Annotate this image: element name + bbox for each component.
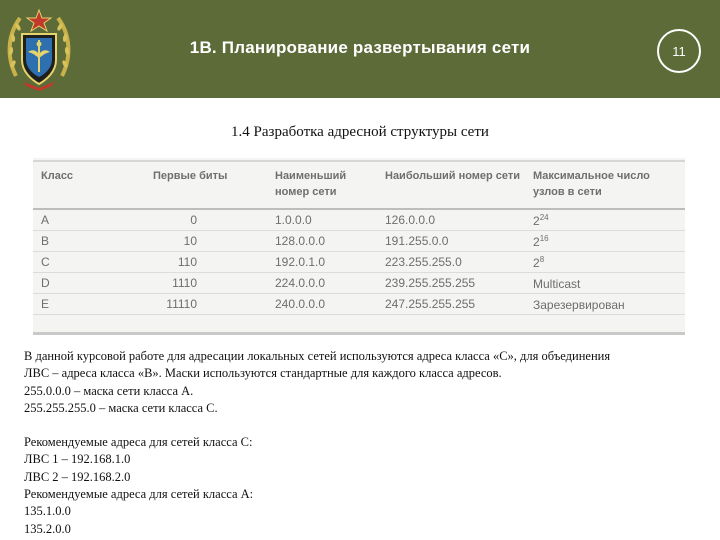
col-header-class: Класс [33, 168, 145, 209]
cell-bits: 10 [145, 231, 267, 252]
cell-hosts: $2^{24}$ [525, 209, 685, 231]
cell-max: 223.255.255.0 [377, 252, 525, 273]
paragraph-line: ЛВС – адреса класса «В». Маски используются стандартные для каждого класса адресов. [24, 366, 502, 381]
paragraph-line: Рекомендуемые адреса для сетей класса А: [24, 487, 254, 502]
paragraph-line: ЛВС 2 – 192.168.2.0 [24, 469, 131, 484]
paragraph-line: В данной курсовой работе для адресации локальных сетей используются адреса класса «С», для объединения [24, 349, 611, 363]
col-header-first-bits: Первые биты [145, 168, 267, 209]
cell-class: A [33, 209, 145, 231]
table-row [33, 273, 685, 294]
paragraph-line: ЛВС 1 – 192.168.1.0 [24, 452, 131, 467]
paragraph-line: 255.255.255.0 – маска сети класса С. [24, 400, 218, 415]
paragraph-gap [24, 417, 704, 434]
cell-class: B [33, 231, 145, 252]
table-row [33, 294, 685, 315]
cell-min: 1.0.0.0 [267, 209, 377, 231]
cell-max: 126.0.0.0 [377, 209, 525, 231]
cell-bits: 11110 [145, 294, 267, 315]
cell-max: 247.255.255.255 [377, 294, 525, 315]
cell-class: D [33, 273, 145, 294]
col-header-min-network: Наименьший номер сети [267, 168, 377, 209]
cell-max: 239.255.255.255 [377, 273, 525, 294]
cell-hosts: Multicast [525, 273, 685, 294]
table-top-border [33, 160, 685, 162]
table-row [33, 252, 685, 273]
cell-hosts: $2^8$ [525, 252, 685, 273]
body-text [24, 348, 704, 538]
cell-min: 192.0.1.0 [267, 252, 377, 273]
cell-hosts: Зарезервирован [525, 294, 685, 315]
paragraph-line: 135.2.0.0 [24, 521, 71, 536]
col-header-max-hosts: Максимальное число узлов в сети [525, 168, 685, 209]
cell-bits: 0 [145, 209, 267, 231]
paragraph-line: 135.1.0.0 [24, 504, 71, 519]
paragraph-line: Рекомендуемые адреса для сетей класса С: [24, 435, 253, 450]
table-row [33, 209, 685, 231]
cell-bits: 1110 [145, 273, 267, 294]
section-subtitle: 1.4 Разработка адресной структуры сети [231, 124, 489, 140]
table-row [33, 231, 685, 252]
paragraph-line: 255.0.0.0 – маска сети класса А. [24, 383, 194, 398]
cell-bits: 110 [145, 252, 267, 273]
ip-class-table [33, 158, 685, 335]
header-bar [0, 0, 720, 98]
cell-min: 128.0.0.0 [267, 231, 377, 252]
cell-min: 240.0.0.0 [267, 294, 377, 315]
cell-min: 224.0.0.0 [267, 273, 377, 294]
table-header-row [33, 168, 685, 209]
cell-class: C [33, 252, 145, 273]
cell-class: E [33, 294, 145, 315]
col-header-max-network: Наибольший номер сети [377, 168, 525, 209]
cell-hosts: $2^{16}$ [525, 231, 685, 252]
slide-title: 1В. Планирование развертывания сети [189, 38, 531, 57]
page-number: 11 [657, 29, 701, 73]
address-table [33, 168, 685, 315]
cell-max: 191.255.0.0 [377, 231, 525, 252]
